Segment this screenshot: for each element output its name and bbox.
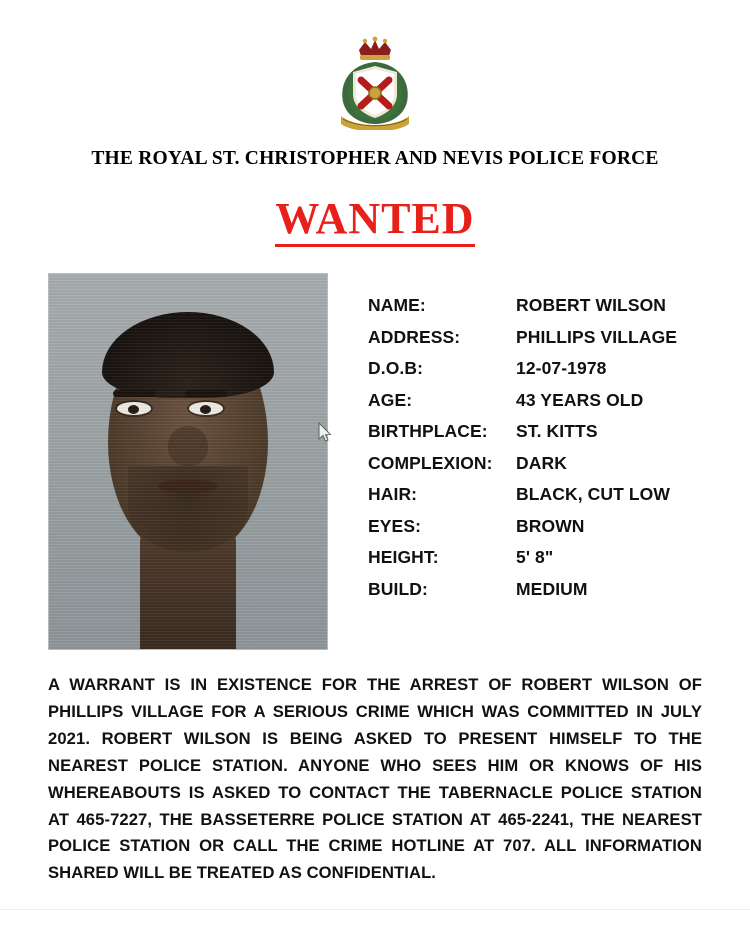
detail-value: BROWN: [516, 515, 585, 536]
hair-shape: [102, 312, 274, 398]
detail-row: [368, 516, 702, 537]
detail-label: ADDRESS:: [368, 326, 461, 347]
detail-value: PHILLIPS VILLAGE: [516, 326, 678, 347]
detail-label: HEIGHT:: [368, 547, 439, 568]
eyebrow-left: [113, 390, 155, 397]
detail-label: COMPLEXION:: [368, 452, 493, 473]
detail-row: [368, 547, 702, 568]
photo-and-details-row: [0, 273, 750, 650]
detail-label: AGE:: [368, 389, 413, 410]
detail-row: [368, 484, 702, 505]
headline-container: [0, 196, 750, 247]
force-name-heading: THE ROYAL ST. CHRISTOPHER AND NEVIS POLICE FORCE: [91, 148, 659, 169]
detail-value: 5' 8": [516, 547, 554, 568]
detail-row: [368, 453, 702, 474]
photo-background: [49, 274, 327, 649]
page-title: WANTED: [275, 196, 474, 247]
detail-value: BLACK, CUT LOW: [516, 484, 671, 505]
detail-value: MEDIUM: [516, 578, 588, 599]
nose-shape: [168, 426, 208, 466]
detail-label: BIRTHPLACE:: [368, 421, 488, 442]
detail-label: D.O.B:: [368, 358, 424, 379]
page-bottom-margin: [0, 909, 750, 944]
detail-label: BUILD:: [368, 578, 428, 599]
beard-shading: [128, 466, 248, 552]
pupil-right: [200, 405, 211, 414]
detail-row: [368, 390, 702, 411]
detail-value: 12-07-1978: [516, 358, 607, 379]
detail-row: [368, 358, 702, 379]
detail-label: EYES:: [368, 515, 422, 536]
detail-value: 43 YEARS OLD: [516, 389, 644, 410]
pupil-left: [128, 405, 139, 414]
detail-label: HAIR:: [368, 484, 418, 505]
detail-value: ST. KITTS: [516, 421, 598, 442]
details-list: [368, 295, 702, 610]
eyebrow-right: [185, 390, 227, 397]
mouse-cursor-icon: [318, 422, 332, 442]
crest-container: [0, 0, 750, 130]
police-crest-icon: [321, 36, 429, 130]
detail-row: [368, 579, 702, 600]
wanted-person-photo: [48, 273, 328, 650]
detail-row: [368, 421, 702, 442]
notice-paragraph: A WARRANT IS IN EXISTENCE FOR THE ARREST OF ROBERT WILSON OF PHILLIPS VILLAGE FOR A SERIOUS CRIME WHICH WAS COMMITTED IN JULY 2021. ROBERT WILSON IS BEING ASKED TO PRESENT HIMSELF TO THE NEAREST POLICE STATION. ANYONE WHO SEES HIM OR KNOWS OF HIS WHEREABOUTS IS ASKED TO CONTACT THE TABERNACLE POLICE STATION AT 465-7227, THE BASSETERRE POLICE STATION AT 465-2241, THE NEAREST POLICE STATION OR CALL THE CRIME HOTLINE AT 707. ALL INFORMATION SHARED WILL BE TREATED AS CONFIDENTIAL.: [48, 675, 702, 883]
detail-label: NAME:: [368, 295, 426, 316]
mouth-shape: [159, 480, 217, 492]
detail-value: DARK: [516, 452, 567, 473]
detail-row: [368, 327, 702, 348]
detail-row: [368, 295, 702, 316]
detail-value: ROBERT WILSON: [516, 295, 667, 316]
